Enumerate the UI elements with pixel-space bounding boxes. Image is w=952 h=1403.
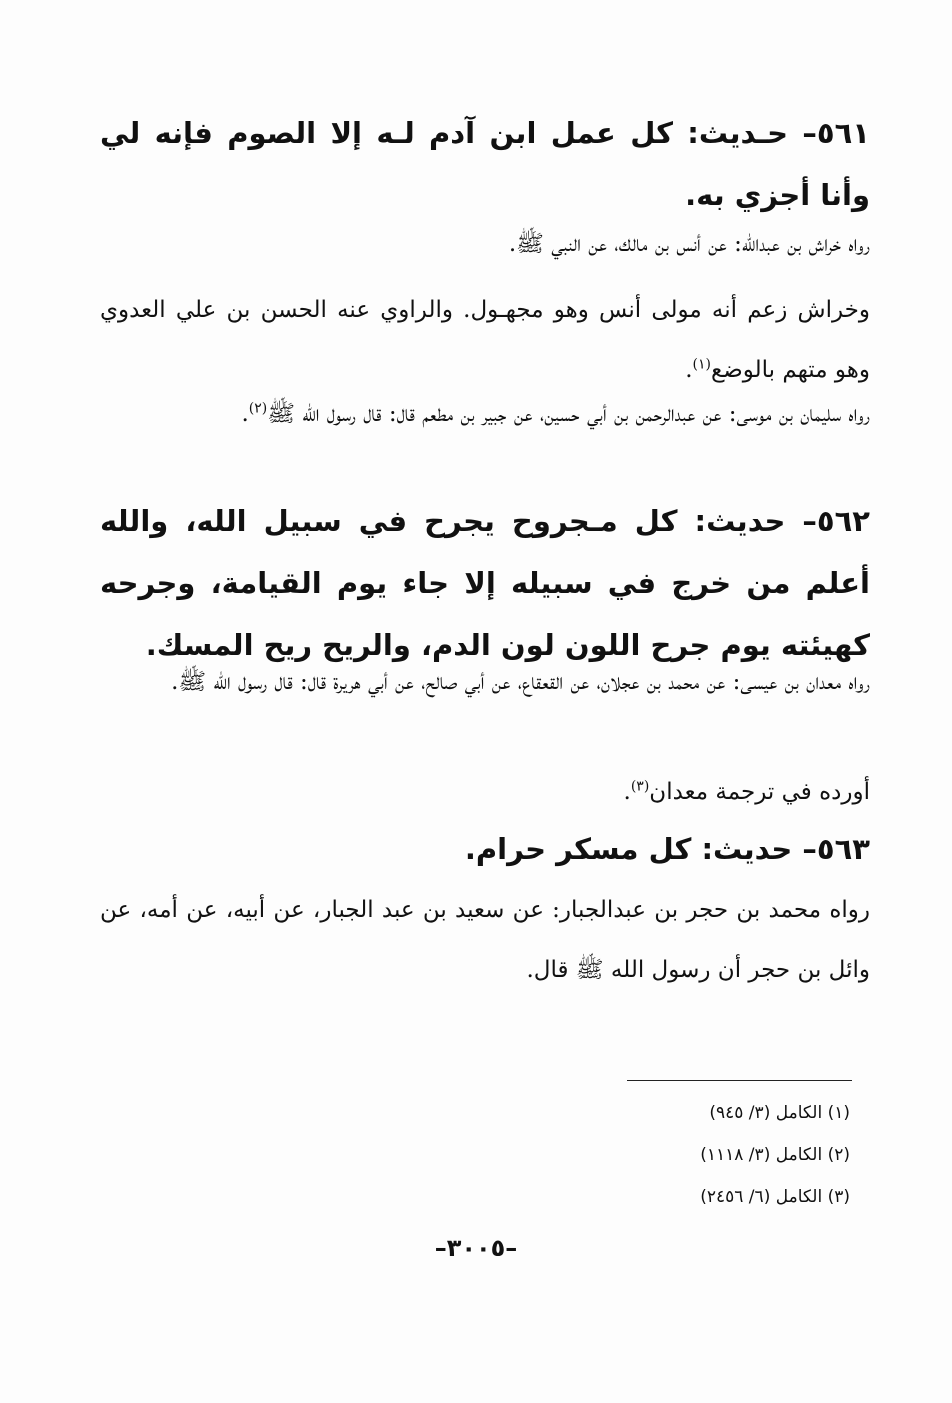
commentary-paragraph (100, 280, 870, 400)
commentary-paragraph (100, 762, 870, 822)
footnote-ref: (٣) (630, 778, 650, 795)
footnote-item: (٢) الكامل (٣/ ١١١٨) (700, 1145, 850, 1165)
hadith-heading-563: ٥٦٣– حديث: كل مسكر حرام. (464, 832, 870, 866)
paragraph-text: أورده في ترجمة معدان (649, 779, 870, 805)
footnote-item: (١) الكامل (٣/ ٩٤٥) (709, 1103, 850, 1123)
footnote-ref: (٢) (248, 400, 268, 417)
footnote-divider (627, 1080, 852, 1081)
narration-paragraph: رواه خراش بن عبدالله: عن أنس بن مالك، عن النبي ﷺ. (508, 231, 870, 257)
paragraph-end: . (685, 357, 693, 383)
hadith-heading-562: ٥٦٢– حديث: كل مـجروح يجرح في سبيل الله، والله أعلم من خرج في سبيله إلا جاء يوم القيامة، وجرحه كهيئته يوم جرح اللون لون الدم، والريح ريح المسك. (100, 504, 870, 662)
narration-paragraph: رواه معدان بن عيسى: عن محمد بن عجلان، عن القعقاع، عن أبي صالح، عن أبي هريرة قال: قال رسول الله ﷺ. (171, 669, 870, 695)
paragraph-text: رواه سليمان بن موسى: عن عبدالرحمن بن أبي حسين، عن جبير بن مطعم قال: قال رسول الله ﷺ (267, 401, 870, 427)
paragraph-end: . (623, 779, 631, 805)
footnote-item: (٣) الكامل (٦/ ٢٤٥٦) (700, 1187, 850, 1207)
footnotes-list (500, 1092, 850, 1218)
narration-paragraph (100, 384, 870, 444)
hadith-heading-561: ٥٦١– حـديث: كل عمل ابن آدم لـه إلا الصوم فإنه لي وأنا أجزي به. (100, 116, 870, 212)
paragraph-end: . (241, 401, 249, 427)
narration-paragraph: رواه محمد بن حجر بن عبدالجبار: عن سعيد بن عبد الجبار، عن أبيه، عن أمه، عن وائل بن حجر أن رسول الله ﷺ قال. (100, 897, 870, 983)
footnote-ref: (١) (692, 356, 712, 373)
page-number: –٣٠٠٥– (434, 1234, 518, 1262)
paragraph-text: وخراش زعم أنه مولى أنس وهو مجهـول. والراوي عنه الحسن بن علي العدوي وهو متهم بالوضع (100, 297, 870, 383)
